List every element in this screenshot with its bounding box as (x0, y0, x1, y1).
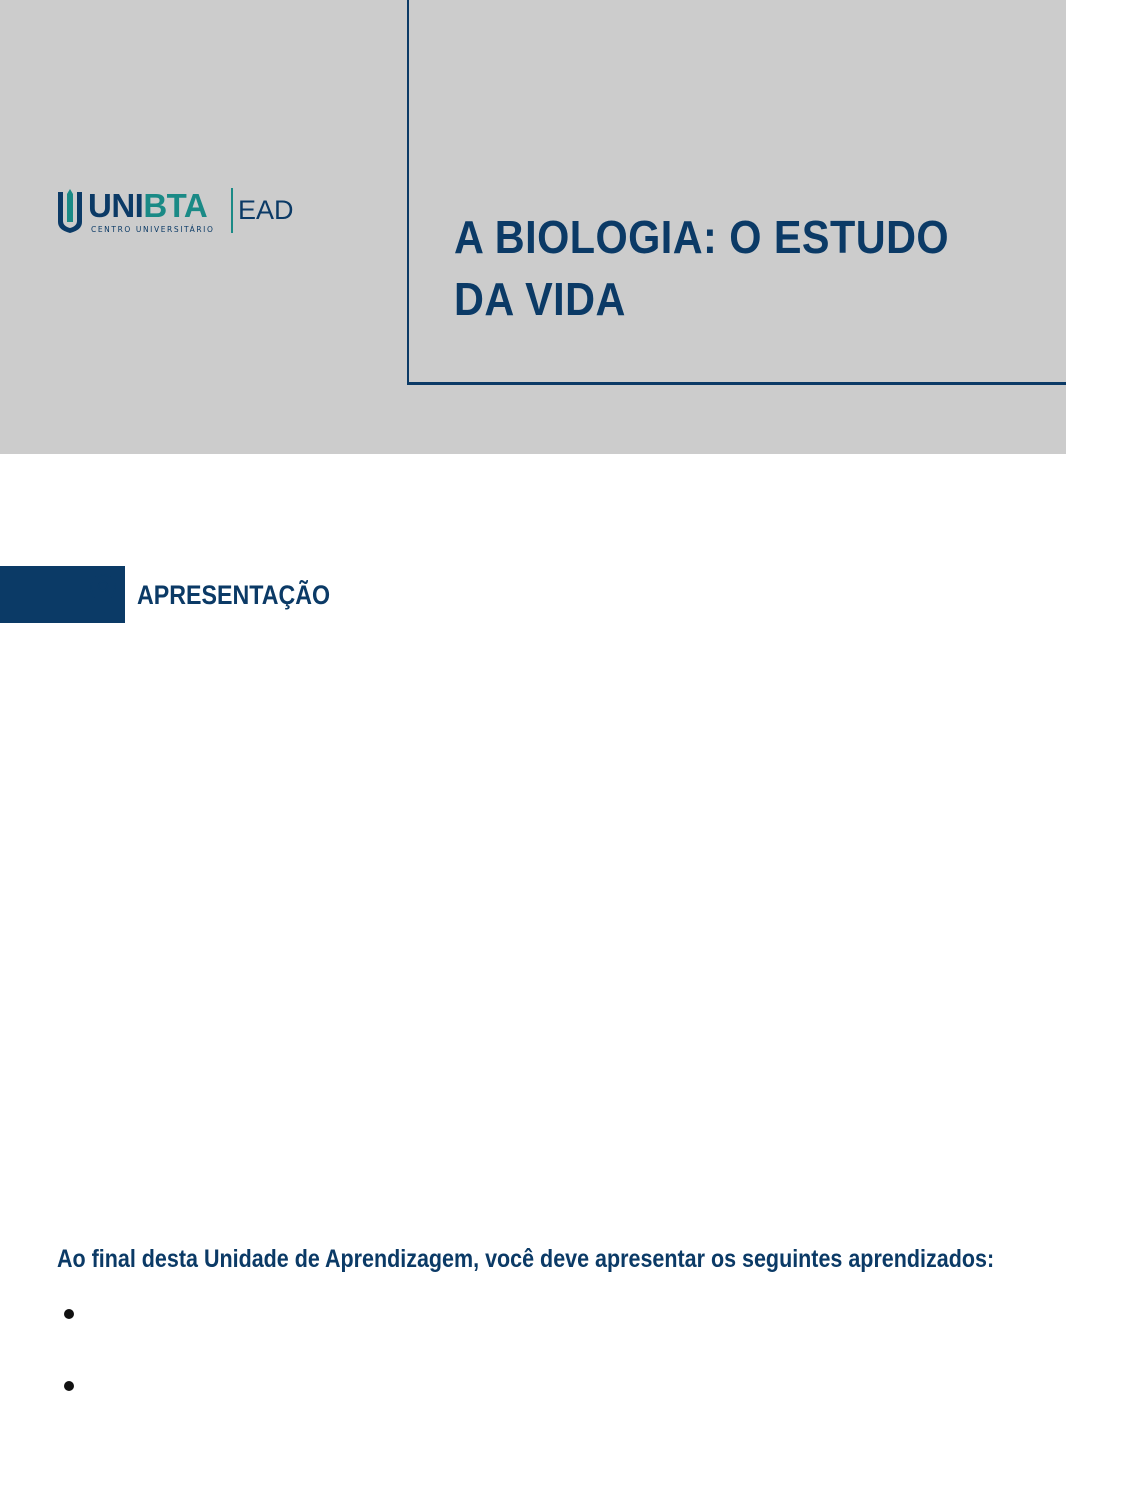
shield-logo-icon (56, 188, 84, 234)
unibta-ead-logo (56, 186, 306, 238)
list-item-bullet (64, 1309, 74, 1319)
page-title: A BIOLOGIA: O ESTUDO DA VIDA (454, 211, 950, 325)
logo-wordmark-main: UNI (88, 187, 144, 224)
list-item-bullet (64, 1381, 74, 1391)
logo-subtitle: CENTRO UNIVERSITÁRIO (91, 225, 215, 234)
logo-wordmark (88, 188, 207, 224)
objectives-intro: Ao final desta Unidade de Aprendizagem, você deve apresentar os seguintes aprendizados: (57, 1245, 995, 1273)
section-title: APRESENTAÇÃO (137, 580, 331, 610)
location-pin-icon (87, 572, 119, 616)
logo-divider (231, 188, 233, 233)
logo-wordmark-accent: BTA (143, 187, 208, 224)
logo-ead: EAD (238, 195, 294, 225)
